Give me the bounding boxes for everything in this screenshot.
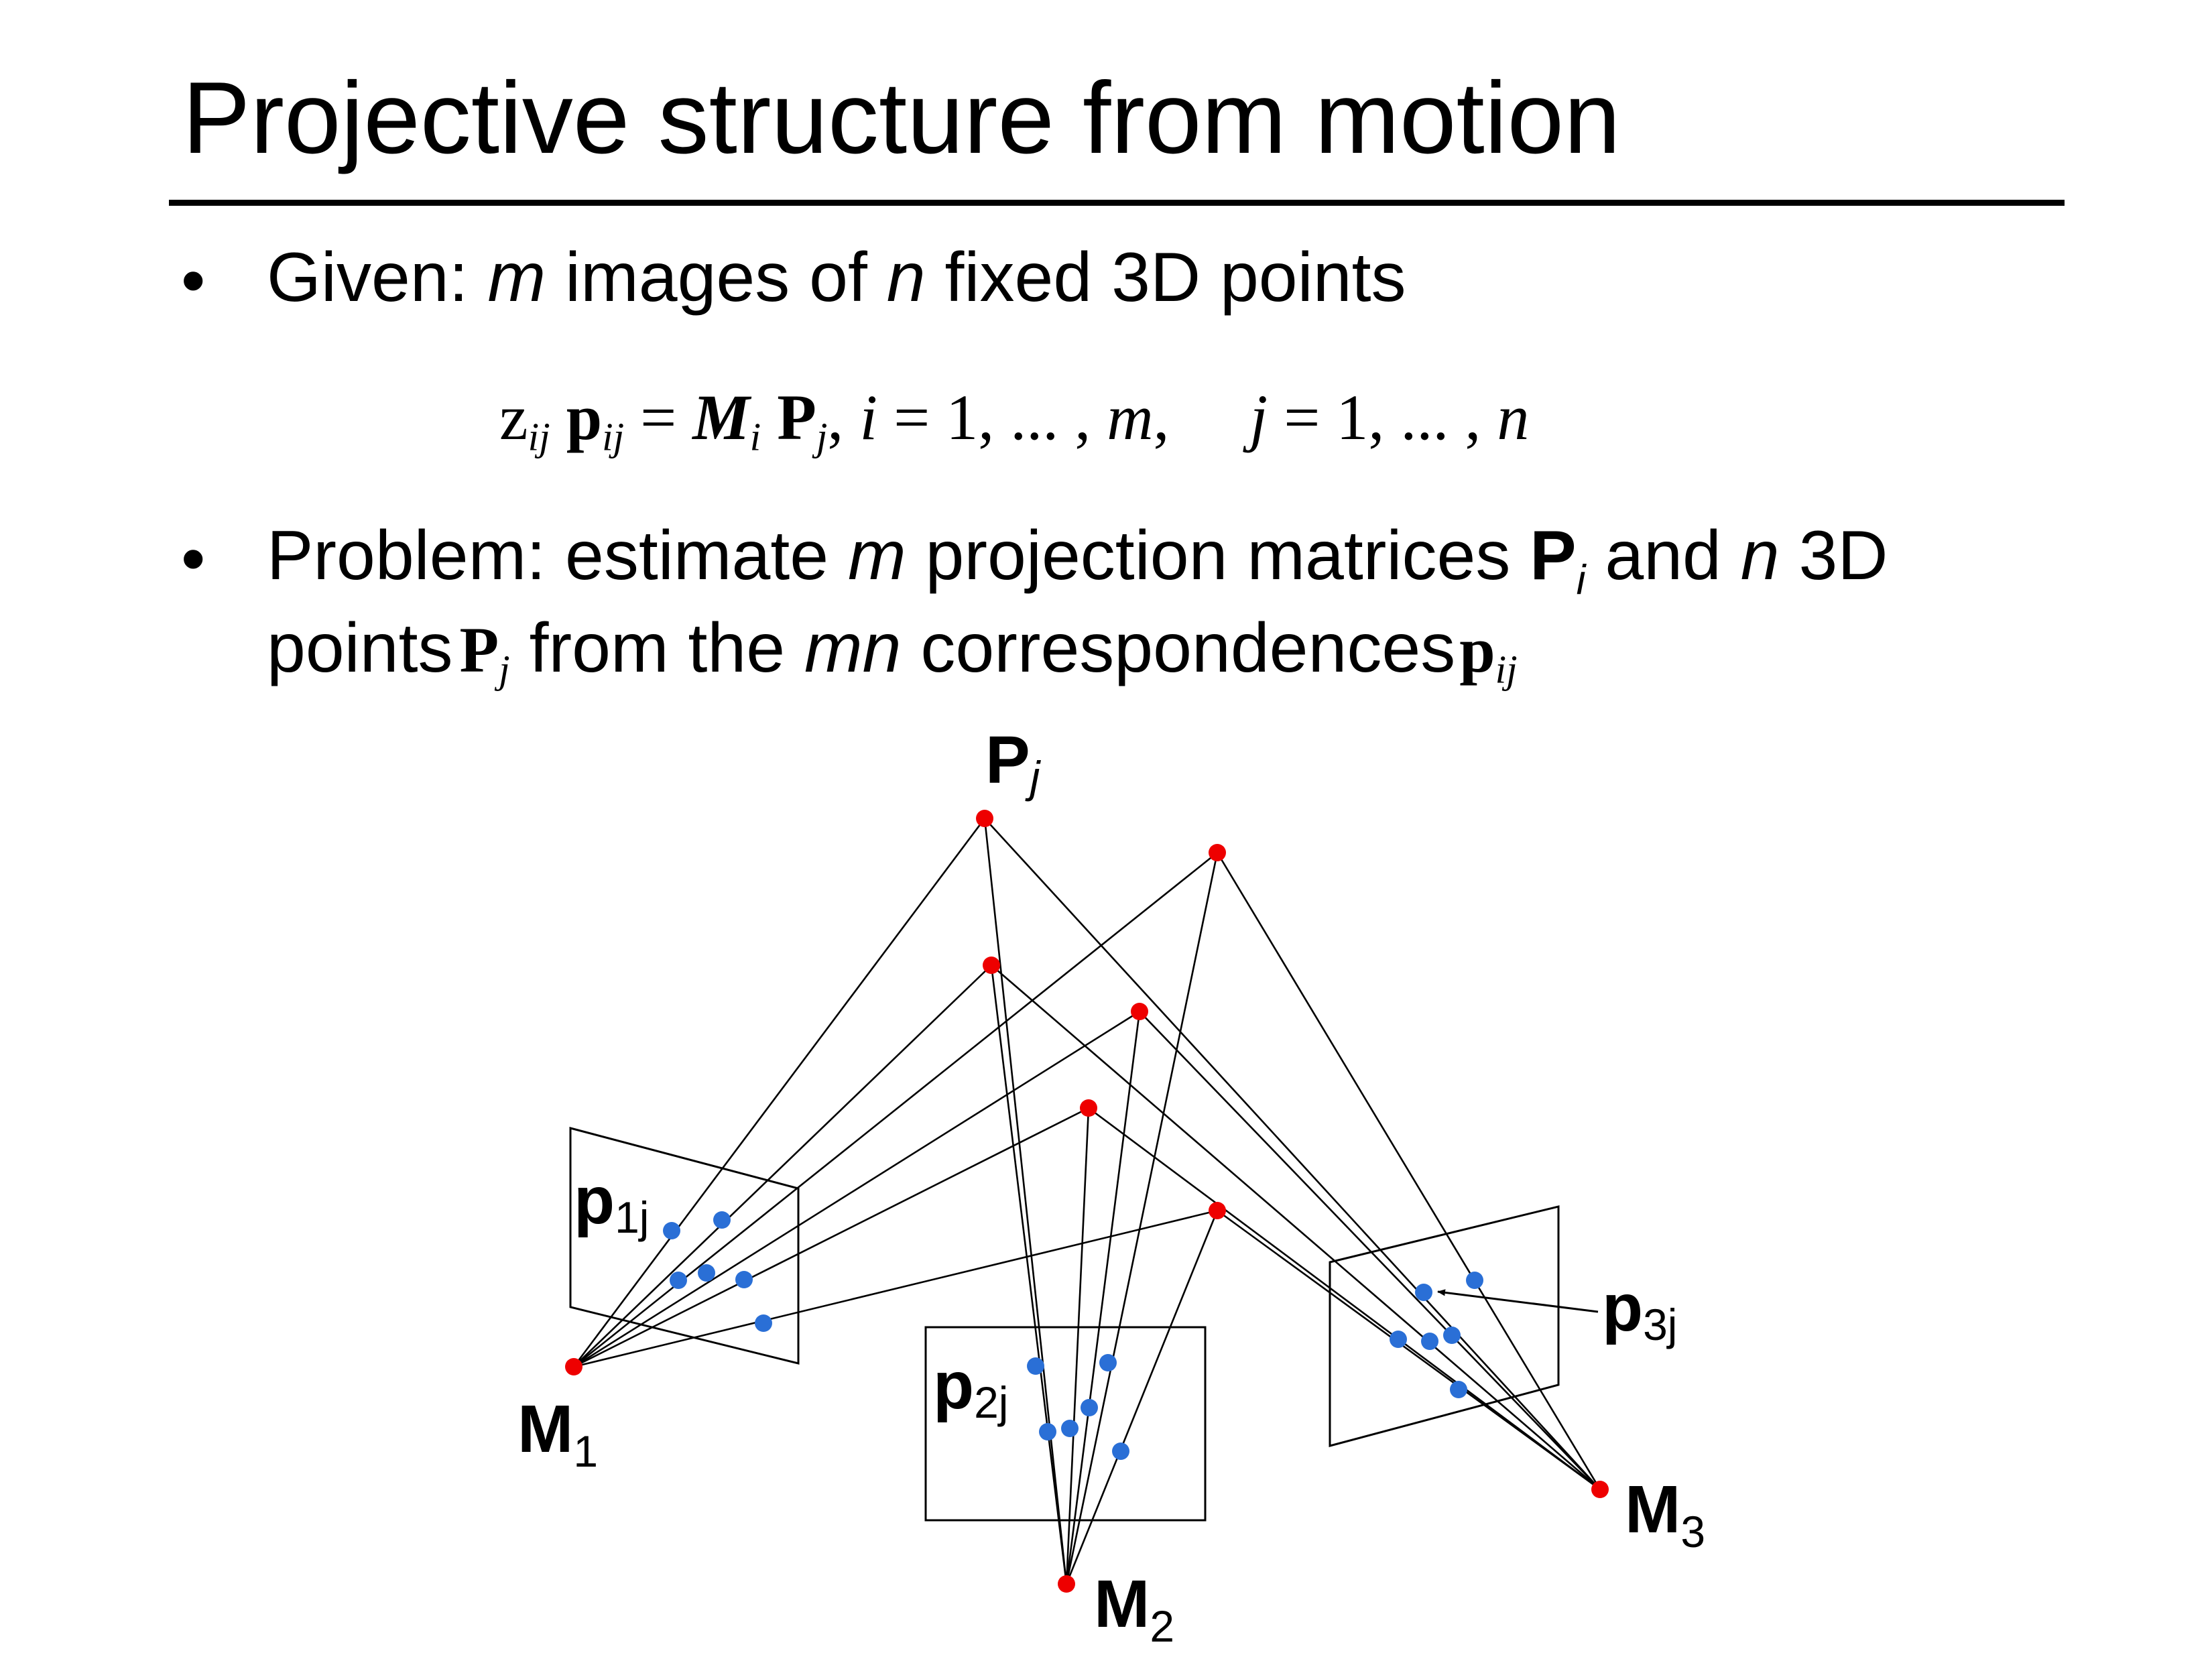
problem2-p-sub: ij (1495, 647, 1518, 692)
image-point-2 (1039, 1423, 1056, 1440)
image-point-3 (1450, 1381, 1467, 1398)
image-point-1 (663, 1222, 680, 1239)
label-p2j: p2j (933, 1348, 1009, 1427)
given-n: n (886, 239, 926, 316)
ray-m2 (1066, 1108, 1089, 1584)
problem-m: m (848, 517, 906, 595)
eq-equals: = (624, 381, 693, 453)
eq-p: p (566, 381, 603, 453)
eq-i: i (859, 381, 878, 453)
world-point (983, 957, 1000, 974)
world-point (1209, 844, 1226, 861)
problem2-P-sub: j (499, 647, 510, 692)
world-point (1080, 1099, 1097, 1117)
problem2-p: p (1459, 614, 1495, 686)
ray-m2 (991, 965, 1066, 1584)
problem-text-e: and (1585, 517, 1741, 595)
bullet-marker: • (181, 242, 206, 320)
image-point-2 (1027, 1357, 1044, 1375)
ray-m1 (574, 853, 1217, 1367)
image-points (663, 1211, 1483, 1460)
problem2-mn: mn (804, 609, 902, 687)
bullet-marker: • (181, 520, 206, 598)
ray-m3 (1217, 1211, 1600, 1489)
problem-text-g: 3D (1779, 517, 1888, 595)
image-point-2 (1081, 1399, 1098, 1416)
eq-n: n (1497, 381, 1530, 453)
eq-M-sub: i (749, 414, 761, 459)
ray-m2 (985, 818, 1066, 1584)
eq-P-sub: j (816, 414, 828, 459)
image-point-1 (698, 1264, 715, 1282)
ray-m3 (1089, 1108, 1600, 1489)
ray-m1 (574, 818, 985, 1367)
image-point-3 (1443, 1327, 1461, 1344)
given-text-e: fixed 3D points (925, 239, 1406, 316)
image-point-1 (755, 1314, 772, 1332)
problem-n: n (1740, 517, 1780, 595)
problem2-text-d: correspondences (901, 609, 1456, 687)
ray-m3 (1217, 853, 1600, 1489)
image-point-2 (1112, 1442, 1129, 1460)
image-point-1 (670, 1272, 687, 1289)
eq-P: P (777, 381, 816, 453)
ray-m1 (574, 1011, 1140, 1367)
given-m: m (487, 239, 546, 316)
world-point (1209, 1202, 1226, 1219)
image-point-3 (1466, 1272, 1483, 1289)
label-p3j: p3j (1602, 1270, 1678, 1349)
image-point-3 (1421, 1333, 1438, 1350)
image-point-3 (1415, 1284, 1432, 1301)
eq-j: j (1249, 381, 1268, 453)
eq-m: m (1107, 381, 1154, 453)
image-point-2 (1061, 1420, 1079, 1437)
camera-center-m2 (1058, 1575, 1075, 1593)
eq-sep: , (1153, 381, 1250, 453)
ray-m2 (1066, 1011, 1140, 1584)
given-text-a: Given: (267, 239, 488, 316)
problem2-P: P (459, 614, 499, 686)
eq-comma: , (827, 381, 860, 453)
camera-center-m1 (565, 1358, 582, 1375)
problem-text-a: Problem: estimate (267, 517, 848, 595)
eq-p-sub: ij (602, 414, 625, 459)
label-M3: $M_3$ (1625, 1472, 1706, 1556)
label-M1: $M_1$ (517, 1392, 599, 1476)
ray-m3 (1140, 1011, 1600, 1489)
label-p1j: p1j (574, 1163, 650, 1242)
eq-z: z (499, 381, 528, 453)
eq-z-sub: ij (528, 414, 550, 459)
problem2-text-b: from the (509, 609, 804, 687)
slide-title: Projective structure from motion (182, 61, 1621, 175)
camera-center-m3 (1591, 1481, 1609, 1498)
problem-P-sub: i (1576, 556, 1586, 603)
eq-range-j: = 1, ... , (1268, 381, 1497, 453)
world-points (565, 810, 1609, 1593)
label-M2: $M_2$ (1094, 1566, 1175, 1651)
problem-P: P (1530, 517, 1577, 595)
given-text-c: images of (546, 239, 887, 316)
image-point-2 (1099, 1354, 1117, 1371)
ray-m1 (574, 965, 991, 1367)
ray-m2 (1066, 853, 1217, 1584)
image-point-1 (713, 1211, 731, 1229)
arrow-p3j (1438, 1292, 1598, 1312)
problem2-text-a: points (267, 609, 453, 687)
projection-rays (574, 818, 1600, 1584)
world-point-pj (976, 810, 993, 827)
ray-m2 (1066, 1211, 1217, 1584)
ray-m3 (985, 818, 1600, 1489)
eq-range-i: = 1, ... , (877, 381, 1107, 453)
eq-M: M (692, 381, 750, 453)
image-point-1 (735, 1271, 753, 1288)
label-Pj: Pj (985, 723, 1040, 802)
world-point (1131, 1003, 1148, 1020)
image-point-3 (1390, 1331, 1407, 1348)
problem-text-c: projection matrices (906, 517, 1530, 595)
